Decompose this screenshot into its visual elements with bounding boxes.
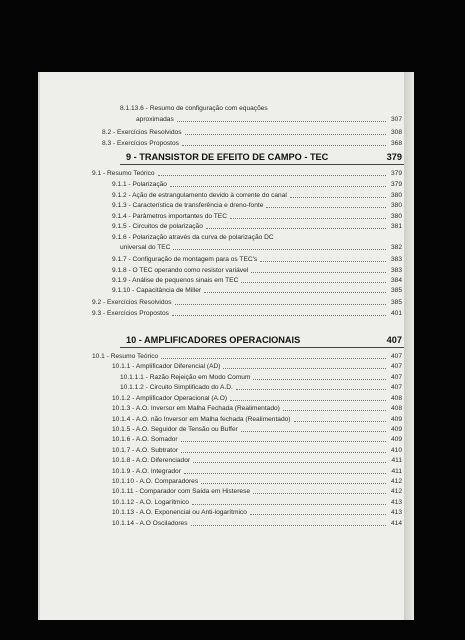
- toc-leader: [253, 379, 386, 380]
- toc-entry-page: 412: [390, 478, 402, 485]
- toc-entry: [38, 200, 412, 211]
- toc-entry: [38, 455, 412, 466]
- toc-entry-title: 8.2 - Exercícios Resolvidos: [102, 129, 182, 136]
- toc-leader: [260, 261, 386, 262]
- toc-entry-page: 413: [390, 509, 402, 516]
- toc-entry-title: 10.1.3 - A.O. Inversor em Malha Fechada (Realimentado): [112, 405, 280, 412]
- toc-entry: [38, 518, 412, 529]
- toc-entry-title: 9.1.4 - Parâmetros importantes do TEC: [112, 213, 227, 220]
- toc-entry-page: 384: [390, 277, 402, 284]
- toc-entry-title: 9.1.3 - Característica de transferência e dreno-fonte: [112, 202, 264, 209]
- toc-leader: [181, 441, 386, 442]
- page-edge: [404, 72, 414, 620]
- toc-entry-title: 9.1.6 - Polarização através da curva de polarização DC: [112, 234, 274, 241]
- toc-entry-page: 407: [390, 353, 402, 360]
- toc-entry-title: 9.1 - Resumo Teórico: [92, 170, 155, 177]
- toc-entry-page: 409: [390, 426, 402, 433]
- toc-chapter-title: 9 - TRANSISTOR DE EFEITO DE CAMPO - TEC: [126, 152, 329, 162]
- toc-entry-title: 10.1.1.1 - Razão Rejeição em Modo Comum: [120, 374, 251, 381]
- toc-entry-page: 411: [391, 457, 402, 464]
- toc-entry-title: aproximadas: [136, 116, 174, 123]
- toc-leader: [266, 207, 386, 208]
- toc-leader: [241, 431, 386, 432]
- toc-entry-title: 10.1.4 - A.O. não Inversor em Malha fechada (Realimentado): [112, 416, 291, 423]
- toc-entry-page: 401: [390, 310, 402, 317]
- toc-entry: [38, 382, 412, 393]
- toc-entry-title: universal do TEC: [120, 244, 171, 251]
- toc-leader: [241, 282, 386, 283]
- toc-entry-page: 408: [390, 405, 402, 412]
- toc-entry-page: 385: [390, 287, 402, 294]
- toc-leader: [294, 421, 387, 422]
- toc-entry-title: 10.1.6 - A.O. Somador: [112, 436, 178, 443]
- toc-entry: [38, 403, 412, 414]
- toc-leader: [181, 452, 386, 453]
- toc-chapter-title: 10 - AMPLIFICADORES OPERACIONAIS: [126, 335, 301, 345]
- toc-leader: [170, 186, 386, 187]
- toc-entry-page: 413: [390, 499, 402, 506]
- toc-entry-title: 9.1.10 - Capacitância de Miller: [112, 287, 202, 294]
- toc-entry: [38, 242, 412, 253]
- toc-entry-page: 382: [390, 244, 402, 251]
- toc-entry: [38, 308, 412, 319]
- toc-entry-page: 379: [390, 170, 402, 177]
- toc-entry-title: 9.1.1 - Polarização: [112, 181, 167, 188]
- toc-chapter-heading: [38, 332, 412, 348]
- toc-entry-page: 408: [390, 395, 402, 402]
- toc-entry-title: 9.2 - Exercícios Resolvidos: [92, 299, 172, 306]
- toc-entry-page: 380: [390, 202, 402, 209]
- toc-entry-title: 9.1.7 - Configuração de montagem para os TEC's: [112, 256, 258, 263]
- toc-entry-title: 9.3 - Exercícios Propostos: [92, 310, 169, 317]
- toc-entry-page: 380: [390, 192, 402, 199]
- toc-entry-title: 9.1.2 - Ação de estrangulamento devido à corrente do canal: [112, 192, 287, 199]
- toc-leader: [283, 410, 386, 411]
- toc-chapter-page: 379: [386, 152, 402, 162]
- toc-entry-title: 9.1.5 - Circuitos de polarização: [112, 223, 203, 230]
- toc-leader: [192, 504, 386, 505]
- toc-entry: [38, 127, 412, 138]
- toc-entry: [38, 168, 412, 179]
- toc-entry-page: 409: [390, 436, 402, 443]
- toc-entry: [38, 361, 412, 372]
- toc-entry-title: 9.1.8 - O TEC operando como resistor variável: [112, 267, 249, 274]
- toc-entry: [38, 221, 412, 232]
- toc-leader: [250, 514, 386, 515]
- toc-entry-title: 8.3 - Exercícios Propostos: [102, 140, 179, 147]
- toc-entry: [38, 138, 412, 149]
- toc-entry: [38, 254, 412, 265]
- toc-leader: [223, 368, 386, 369]
- toc-entry-page: 411: [391, 468, 402, 475]
- toc-entry-page: 385: [390, 299, 402, 306]
- toc-entry-title: 10.1.12 - A.O. Logarítmico: [112, 499, 189, 506]
- toc-entry-title: 10.1.2 - Amplificador Operacional (A.O): [112, 395, 228, 402]
- toc-entry-title: 10.1 - Resumo Teórico: [92, 353, 159, 360]
- toc-entry-title: 8.1.13.6 - Resumo de configuração com equações: [120, 105, 268, 112]
- toc-leader: [185, 134, 386, 135]
- toc-entry-page: 381: [390, 223, 402, 230]
- toc-entry-title: 10.1.1.2 - Circuito Simplificado do A.D.: [120, 384, 233, 391]
- toc-entry-title: 10.1.8 - A.O. Diferenciador: [112, 457, 191, 464]
- toc-leader: [175, 304, 386, 305]
- toc-leader: [236, 389, 386, 390]
- toc-entry-title: 10.1.7 - A.O. Subtrator: [112, 447, 178, 454]
- toc-entry-page: 410: [390, 447, 402, 454]
- toc-leader: [184, 473, 386, 474]
- toc-leader: [253, 493, 386, 494]
- toc-entry-page: 308: [390, 129, 402, 136]
- toc-entry: [38, 285, 412, 296]
- toc-chapter-page: 407: [386, 335, 402, 345]
- toc-leader: [161, 358, 386, 359]
- toc-leader: [290, 197, 386, 198]
- toc-entry-page: 414: [390, 520, 402, 527]
- toc-entry-page: 407: [390, 374, 402, 381]
- toc-entry-title: 10.1.10 - A.O. Comparadores: [112, 478, 199, 485]
- toc-entry-page: 307: [390, 116, 402, 123]
- toc-entry-title: 10.1.11 - Comparador com Saída em Histerese: [112, 488, 251, 495]
- toc-leader: [158, 175, 386, 176]
- toc-entry: [38, 114, 412, 125]
- toc-entry-page: 409: [390, 416, 402, 423]
- toc-leader: [201, 483, 386, 484]
- chapter-rule: [120, 347, 412, 348]
- toc-leader: [230, 218, 386, 219]
- toc-leader: [173, 249, 386, 250]
- toc-entry-title: 10.1.13 - A.O. Exponencial ou Anti-logarítmico: [112, 509, 247, 516]
- toc-leader: [193, 462, 386, 463]
- chapter-rule: [120, 164, 412, 165]
- toc-leader: [251, 272, 386, 273]
- toc-entry-title: 10.1.1 - Amplificador Diferencial (AD): [112, 363, 221, 370]
- toc-entry-title: 10.1.9 - A.O. Integrador: [112, 468, 181, 475]
- toc-entry: [38, 103, 412, 114]
- toc-entry-title: 10.1.5 - A.O. Seguidor de Tensão ou Buffer: [112, 426, 238, 433]
- toc-chapter-heading: [38, 149, 412, 165]
- toc-entry-page: 407: [390, 384, 402, 391]
- toc-leader: [191, 525, 387, 526]
- toc-leader: [177, 121, 386, 122]
- book-page: [38, 72, 412, 620]
- toc-entry: [38, 486, 412, 497]
- toc-entry: [38, 434, 412, 445]
- toc-entry: [38, 507, 412, 518]
- toc-leader: [182, 145, 386, 146]
- toc-entry-page: 383: [390, 256, 402, 263]
- toc-entry-page: 379: [390, 181, 402, 188]
- toc-entry-page: 407: [390, 363, 402, 370]
- toc-entry: [38, 179, 412, 190]
- toc-entry: [38, 297, 412, 308]
- toc-entry-title: 10.1.14 - A.O Osciladores: [112, 520, 188, 527]
- toc-entry-title: 9.1.9 - Análise de pequenos sinais em TEC: [112, 277, 239, 284]
- toc-leader: [204, 292, 386, 293]
- toc-entry-page: 380: [390, 213, 402, 220]
- toc-entry-page: 383: [390, 267, 402, 274]
- toc-entry-page: 412: [390, 488, 402, 495]
- toc-leader: [206, 228, 386, 229]
- toc-entry-page: 368: [390, 140, 402, 147]
- toc-leader: [230, 400, 386, 401]
- toc-leader: [172, 315, 386, 316]
